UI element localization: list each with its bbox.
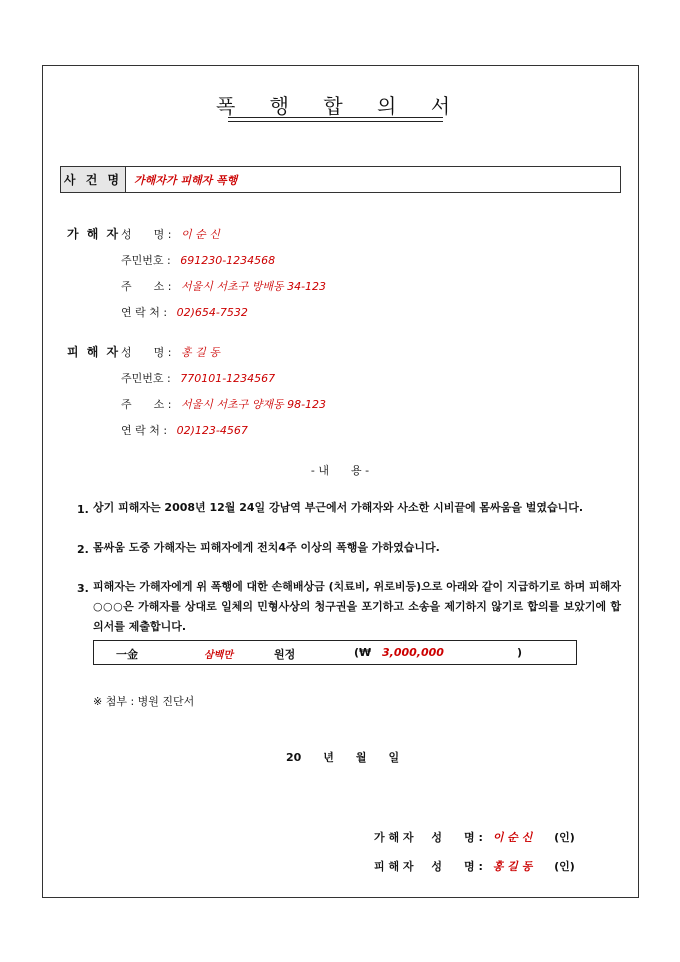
sig-name: 이 순 신: [492, 831, 533, 844]
para-3-num: 3.: [77, 582, 89, 595]
sig-name-label: 성 명 :: [431, 860, 483, 873]
sig-name: 홍 길 동: [492, 860, 533, 873]
case-value: 가해자가 피해자 폭행: [134, 173, 238, 187]
sig-role: 피 해 자: [374, 860, 414, 873]
victim-name-row: [121, 344, 220, 360]
amount-korean: 삼백만: [204, 650, 233, 661]
perpetrator-address: 서울시 서초구 방배동 34-123: [180, 280, 327, 293]
victim-rrn-row: [121, 370, 275, 386]
victim-rrn: 770101-1234567: [180, 372, 276, 385]
victim-name: 홍 길 동: [180, 346, 220, 359]
victim-address: 서울시 서초구 양재동 98-123: [180, 398, 327, 411]
perpetrator-name: 이 순 신: [180, 228, 220, 241]
title-underline-2: [228, 121, 443, 122]
para-2-text: 몸싸움 도중 가해자는 피해자에게 전치4주 이상의 폭행을 가하였습니다.: [93, 541, 440, 554]
perpetrator-label: 가 해 자: [67, 227, 121, 241]
seal-mark: (인): [554, 860, 575, 873]
case-box: [60, 166, 621, 193]
perpetrator-name-row: [121, 226, 220, 242]
amount-prefix: 一金: [116, 648, 138, 661]
name-label: 성 명 :: [121, 228, 172, 241]
content-heading: - 내 용 -: [310, 464, 370, 477]
attachment-note: ※ 첨부 : 병원 진단서: [93, 695, 195, 708]
contact-label: 연 락 처 :: [121, 424, 168, 437]
para-1-num: 1.: [77, 503, 89, 516]
amount-unit: 원정: [274, 648, 296, 661]
document-title: 폭 행 합 의 서: [215, 94, 465, 118]
title-underline: [228, 117, 443, 118]
amount-number: 3,000,000: [382, 646, 444, 659]
amount-close: ): [517, 646, 523, 659]
perpetrator-rrn: 691230-1234568: [180, 254, 276, 267]
victim-contact-row: [121, 422, 248, 438]
amount-box: [93, 640, 577, 665]
rrn-label: 주민번호 :: [121, 254, 171, 267]
name-label: 성 명 :: [121, 346, 172, 359]
perpetrator-address-row: [121, 278, 326, 294]
sig-role: 가 해 자: [374, 831, 414, 844]
signature-perpetrator: [374, 829, 575, 845]
case-label: 사 건 명: [61, 167, 126, 192]
victim-address-row: [121, 396, 326, 412]
seal-mark: (인): [554, 831, 575, 844]
perpetrator-rrn-row: [121, 252, 275, 268]
para-3-text: 피해자는 가해자에게 위 폭행에 대한 손해배상금 (치료비, 위로비등)으로 아래와 같이 지급하기로 하며 피해자 ○○○은 가해자를 상대로 일체의 민형사상의 청구권을 포기하고 소송을 제기하지 않기로 합의를 보았기에 합의서를 제출합니다.: [93, 580, 621, 633]
signature-victim: [374, 858, 575, 874]
victim-label: 피 해 자: [67, 345, 121, 359]
perpetrator-contact-row: [121, 304, 248, 320]
date-line: 20 년 월 일: [286, 751, 400, 764]
amount-open: (₩: [354, 646, 372, 659]
victim-contact: 02)123-4567: [176, 424, 248, 437]
address-label: 주 소 :: [121, 280, 172, 293]
rrn-label: 주민번호 :: [121, 372, 171, 385]
sig-name-label: 성 명 :: [431, 831, 483, 844]
para-1-text: 상기 피해자는 2008년 12월 24일 강남역 부근에서 가해자와 사소한 시비끝에 몸싸움을 벌였습니다.: [93, 501, 584, 514]
para-2-num: 2.: [77, 543, 89, 556]
contact-label: 연 락 처 :: [121, 306, 168, 319]
address-label: 주 소 :: [121, 398, 172, 411]
perpetrator-contact: 02)654-7532: [176, 306, 248, 319]
